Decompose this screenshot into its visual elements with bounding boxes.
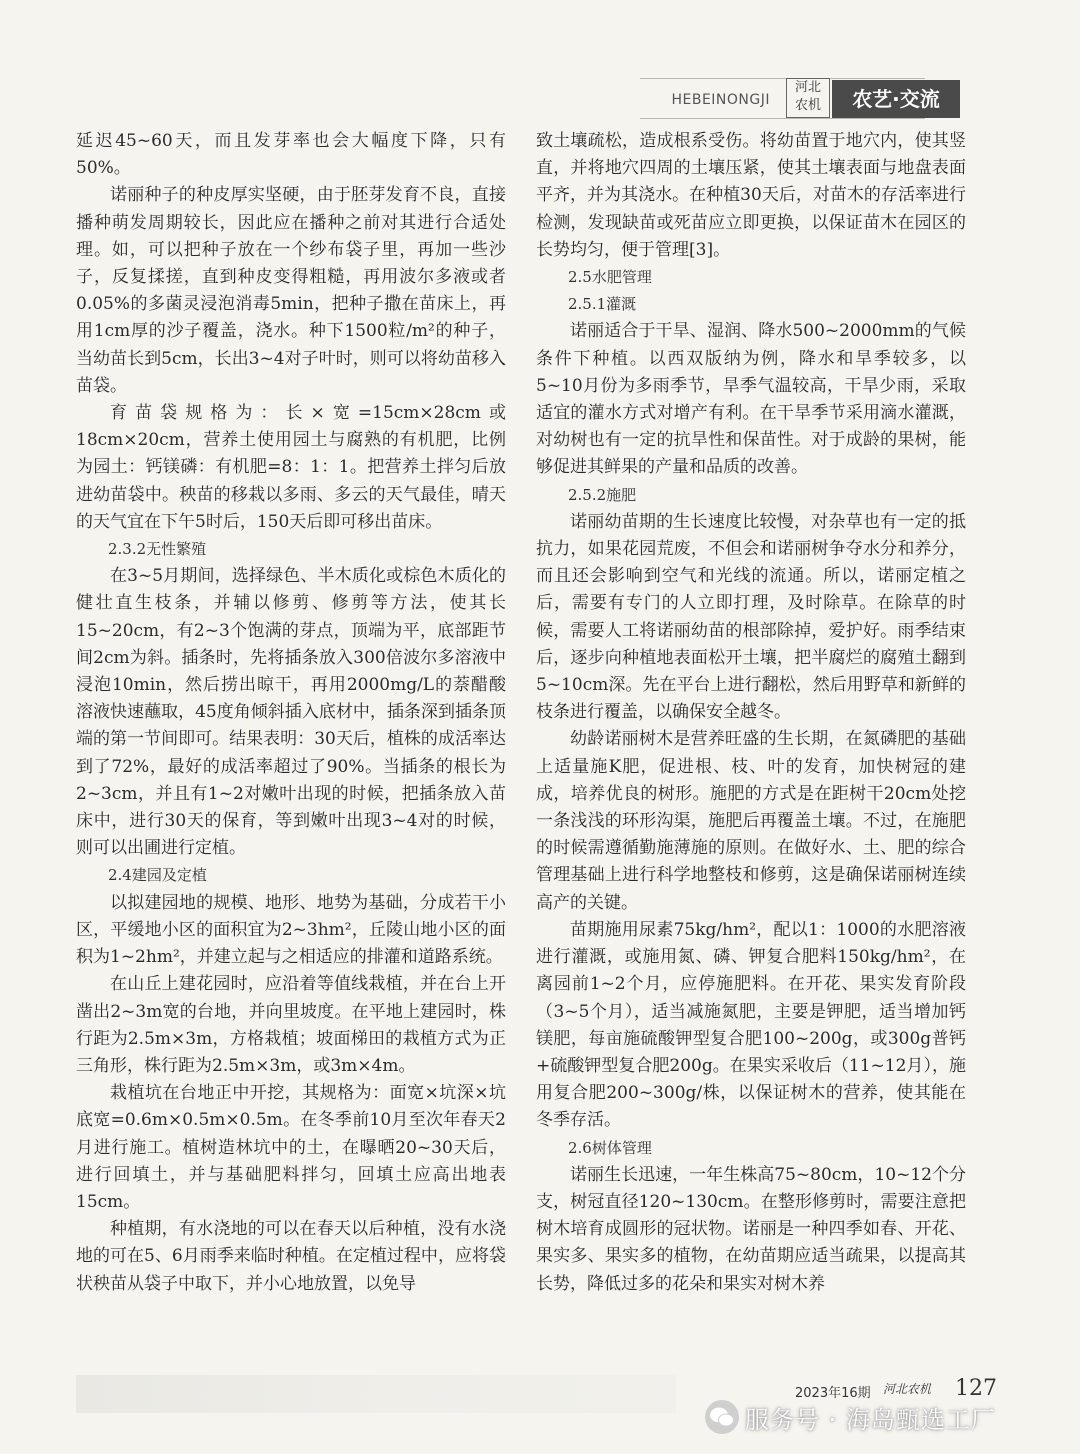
issue-label: 2023年16期 <box>795 1386 871 1401</box>
left-paragraph: 以拟建园地的规模、地形、地势为基础，分成若干小区，平缓地小区的面积宜为2~3hm²，丘陵山地小区的面积为1~2hm²，并建立起与之相适应的排灌和道路系统。 <box>76 892 506 968</box>
section-label: 农艺·交流 <box>832 80 960 118</box>
magazine-logo <box>786 78 830 118</box>
left-paragraph: 在3~5月期间，选择绿色、半木质化或棕色木质化的健壮直生枝条，并辅以修剪、修剪等方法，使其长15~20cm，有2~3个饱满的芽点，顶端为平，底部距节间2cm为斜。插条时，先将插条放入300倍波尔多溶液中浸泡10min，然后捞出晾干，再用2000mg/L的萘醋酸溶液快速蘸取，45度角倾斜插入底材中，插条深到插条顶端的第一节间即可。结果表明：30天后，植株的成活率达到了72%，最好的成活率超过了90%。当插条的根长为2~3cm，并且有1~2对嫩叶出现的时候，把插条放入苗床中，进行30天的保育，等到嫩叶出现3~4对的时候，则可以出圃进行定植。 <box>76 566 506 859</box>
right-heading: 2.5水肥管理 <box>568 268 652 287</box>
left-paragraph: 育苗袋规格为：长×宽=15cm×28cm或18cm×20cm，营养土使用园土与腐熟的有机肥，比例为园土：钙镁磷：有机肥=8：1：1。把营养土拌匀后放进幼苗袋中。秧苗的移栽以多雨、多云的天气最佳，晴天的天气宜在下午5时后，150天后即可移出苗床。 <box>76 403 506 532</box>
left-paragraph: 诺丽种子的种皮厚实坚硬，由于胚芽发育不良，直接播种萌发周期较长，因此应在播种之前对其进行合适处理。如，可以把种子放在一个纱布袋子里，再加一些沙子，反复揉搓，直到种皮变得粗糙，再用波尔多液或者0.05%的多菌灵浸泡消毒5min，把种子撒在苗床上，再用1cm厚的沙子覆盖，浇水。种下1500粒/m²的种子，当幼苗长到5cm，长出3~4对子叶时，则可以将幼苗移入苗袋。 <box>76 185 506 396</box>
right-heading: 2.6树体管理 <box>568 1138 652 1157</box>
watermark-text: 服务号 · 海岛甄选工厂 <box>745 1406 996 1434</box>
magazine-brand: HEBEINONGJI <box>671 92 770 108</box>
right-heading: 2.5.2施肥 <box>568 485 637 504</box>
left-heading: 2.3.2无性繁殖 <box>108 540 207 559</box>
right-paragraph: 诺丽幼苗期的生长速度比较慢，对杂草也有一定的抵抗力，如果花园荒废，不但会和诺丽树争夺水分和养分，而且还会影响到空气和光线的流通。所以，诺丽定植之后，需要有专门的人立即打理，及时除草。在除草的时候，需要人工将诺丽幼苗的根部除掉，爱护好。雨季结束后，逐步向种植地表面松开土壤，把半腐烂的腐殖土翻到5~10cm深。先在平台上进行翻松，然后用野草和新鲜的枝条进行覆盖，以确保安全越冬。 <box>536 511 966 723</box>
wechat-icon <box>705 1400 739 1434</box>
right-paragraph: 苗期施用尿素75kg/hm²，配以1：1000的水肥溶液进行灌溉，或施用氮、磷、钾复合肥料150kg/hm²，在离园前1~2个月，应停施肥料。在开花、果实发育阶段（3~5个月），适当减施氮肥，主要是钾肥，适当增加钙镁肥，每亩施硫酸钾型复合肥100~200g，或300g普钙+硫酸钾型复合肥200g。在果实采收后（11~12月），施用复合肥200~300g/株，以保证树木的营养，使其能在冬季存活。 <box>536 919 966 1131</box>
left-paragraph: 种植期，有水浇地的可以在春天以后种植，没有水浇地的可在5、6月雨季来临时种植。在定植过程中，应将袋状秧苗从袋子中取下，并小心地放置，以免导 <box>76 1219 506 1294</box>
left-paragraph: 栽植坑在台地正中开挖，其规格为：面宽×坑深×坑底宽=0.6m×0.5m×0.5m。在冬季前10月至次年春天2月进行施工。植树造林坑中的土，在曝晒20~30天后，进行回填土，并与基础肥料拌匀，回填土应高出地表15cm。 <box>76 1083 506 1212</box>
right-paragraph: 致土壤疏松，造成根系受伤。将幼苗置于地穴内，使其竖直，并将地穴四周的土壤压紧，使其土壤表面与地盘表面平齐，并为其浇水。在种植30天后，对苗木的存活率进行检测，发现缺苗或死苗应立即更换，以保证苗木在园区的长势均匀，便于管理[3]。 <box>536 131 966 260</box>
right-heading: 2.5.1灌溉 <box>568 295 637 314</box>
page-number: 127 <box>955 1376 997 1401</box>
left-paragraph: 延迟45~60天，而且发芽率也会大幅度下降，只有50%。 <box>76 131 506 179</box>
right-paragraph: 诺丽生长迅速，一年生株高75~80cm，10~12个分支，树冠直径120~130cm。在整形修剪时，需要注意把树木培育成圆形的冠状物。诺丽是一种四季如春、开花、果实多、果实多的植物，在幼苗期应适当疏果，以提高其长势，降低过多的花朵和果实对树木养 <box>536 1164 966 1294</box>
right-paragraph: 诺丽适合于干旱、湿润、降水500~2000mm的气候条件下种植。以西双版纳为例，降水和旱季较多，以5~10月份为多雨季节，旱季气温较高，干旱少雨，采取适宜的灌水方式对增产有利。在干旱季节采用滴水灌溉，对幼树也有一定的抗旱性和保苗性。对于成龄的果树，能够促进其鲜果的产量和品质的改善。 <box>536 321 966 478</box>
header-rule-bottom <box>640 118 925 119</box>
magazine-logo-bottom: 农机 <box>794 98 821 113</box>
left-paragraph: 在山丘上建花园时，应沿着等值线栽植，并在台上开凿出2~3m宽的台地，并向里坡度。在平地上建园时，株行距为2.5m×3m，方格栽植；坡面梯田的栽植方式为正三角形，株行距为2.5m×3m，或3m×4m。 <box>76 974 506 1076</box>
issue-logo: 河北农机 <box>883 1382 932 1396</box>
footer-band <box>76 1375 676 1413</box>
header-rule-top <box>640 78 925 79</box>
right-paragraph: 幼龄诺丽树木是营养旺盛的生长期，在氮磷肥的基础上适量施K肥，促进根、枝、叶的发育，加快树冠的建成，培养优良的树形。施肥的方式是在距树干20cm处挖一条浅浅的环形沟渠，施肥后再覆盖土壤。不过，在施肥的时候需遵循勤施薄施的原则。在做好水、土、肥的综合管理基础上进行科学地整枝和修剪，这是确保诺丽树连续高产的关键。 <box>536 729 966 913</box>
right-column <box>536 128 966 1298</box>
page-header <box>0 0 1080 130</box>
left-heading: 2.4建园及定植 <box>108 866 207 885</box>
left-column <box>76 128 506 1298</box>
magazine-logo-top: 河北 <box>794 80 821 95</box>
